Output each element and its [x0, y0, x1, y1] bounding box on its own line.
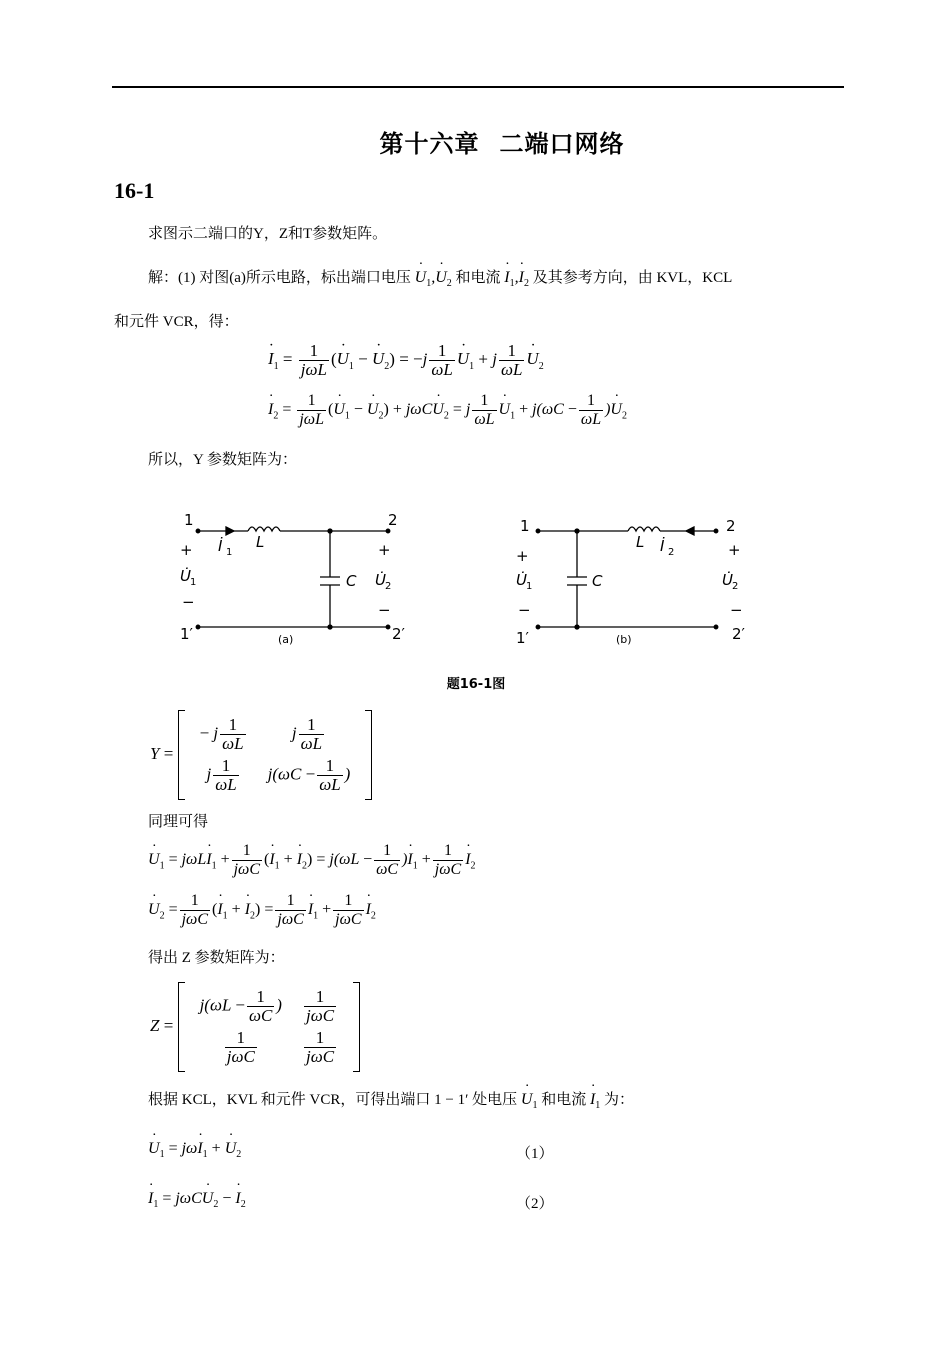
- plus-u2-b: +: [728, 541, 741, 559]
- node-1p-label-a: 1′: [180, 625, 193, 643]
- minus-u2-b: −: [730, 601, 743, 619]
- equation-2-number: （2）: [516, 1196, 554, 1212]
- equation-i2: I $˙_2$ = $\frac{1}{\text{jωL}}$ (U $˙_1 - U$ $˙_2) + j\omega CU$ $˙_2 = j$ $\frac{1}{\omega L}$ U $˙_1 + j(\omega C$ − $\frac{1}{\omega L}$ )U $˙_2$: [268, 392, 627, 429]
- svg-text:1: 1: [526, 581, 533, 592]
- kcl-intro-text-d: 为：: [604, 1092, 635, 1108]
- current-arrow-i1: [226, 527, 234, 535]
- figure-a-label: (a): [278, 633, 294, 646]
- capacitor-b-label: C: [592, 572, 603, 590]
- svg-text:U̇: U̇: [516, 571, 527, 589]
- same-way-text: 同理可得: [148, 814, 209, 830]
- minus-u1-a: −: [182, 593, 195, 611]
- y-matrix: Y = − j $\frac{1}{\omega L}$ j $\frac{1}{\omega L}$ j $\frac{1}{\omega L}$ j(ωC − $\frac{1}{\omega L}$ ): [150, 710, 372, 800]
- node-2p-label-b: 2′: [732, 625, 745, 643]
- kcl-port-label: 1 − 1′: [434, 1092, 469, 1108]
- plus-u1-b: +: [516, 547, 529, 565]
- node-2-label-a: 2: [388, 511, 398, 529]
- equation-1: U $˙_1 = j\omega I$ $˙_1 + U$ $˙_2$: [148, 1140, 241, 1160]
- equation-u1: U $˙_1 = j\omega LI$ $˙_1$ + $\frac{1}{\text{jωC}}$ (I $˙_1 + I$ $˙_2) = j(\omega L$ − $\frac{1}{\omega C}$ )I $˙_1$ + $\frac{1}{\text{jωC}}$ I $˙_2$: [148, 842, 476, 879]
- svg-text:1: 1: [226, 547, 233, 558]
- kcl-intro: 根据 KCL，KVL 和元件 VCR，可得出端口 1 − 1′ 处电压 U $˙_1$ 和电流 I $˙_1$ 为：: [148, 1090, 634, 1116]
- figure-caption: 题16-1图: [446, 677, 506, 692]
- z-matrix-intro: 得出 Z 参数矩阵为：: [148, 950, 285, 966]
- inductor-a-label: L: [256, 533, 265, 551]
- chapter-title: [0, 124, 952, 159]
- svg-text:İ: İ: [660, 537, 665, 555]
- chapter-name: 二端口网络: [499, 132, 625, 158]
- circuit-a: [196, 527, 390, 629]
- inductor-b: [628, 527, 660, 531]
- equation-2: I $˙_1 = j\omega CU$ $˙_2 - I$ $˙_2$: [148, 1190, 246, 1210]
- solution-intro-line2: 和元件 VCR，得：: [114, 314, 239, 330]
- solution-intro-text-b: 和电流: [455, 270, 501, 286]
- problem-statement: 求图示二端口的Y，Z和T参数矩阵。: [148, 226, 388, 242]
- minus-u1-b: −: [518, 601, 531, 619]
- node-2p-label-a: 2′: [392, 625, 405, 643]
- equation-i1: I $˙_1$ = $\frac{1}{\text{jωL}}$ (U $˙_1 - U$ $˙_2) = -j$ $\frac{1}{\omega L}$ U $˙_1 + j$ $\frac{1}{\omega L}$ U $˙_2$: [268, 342, 544, 379]
- inductor-b-label: L: [636, 533, 645, 551]
- svg-text:U̇: U̇: [180, 567, 191, 585]
- svg-text:U̇: U̇: [722, 571, 733, 589]
- node-2-label-b: 2: [726, 517, 736, 535]
- y-matrix-intro: 所以，Y 参数矩阵为：: [148, 452, 298, 468]
- header-rule: [112, 86, 844, 88]
- plus-u1-a: +: [180, 541, 193, 559]
- node-1-label-b: 1: [520, 517, 530, 535]
- capacitor-a-label: C: [346, 572, 357, 590]
- kcl-intro-text-b: 处电压: [472, 1092, 518, 1108]
- solution-intro-line1: 解：(1) 对图(a)所示电路，标出端口电压 U $˙_1,U$ $˙_2$ 和电流 I $˙_1,I$ $˙_2$ 及其参考方向，由 KVL，KCL: [148, 268, 732, 294]
- svg-text:2: 2: [732, 581, 739, 592]
- circuit-b: [536, 527, 718, 629]
- node-1p-label-b: 1′: [516, 629, 529, 647]
- svg-text:2: 2: [668, 547, 675, 558]
- svg-text:1: 1: [190, 577, 197, 588]
- solution-intro-text-a: 解：(1) 对图(a)所示电路，标出端口电压: [148, 270, 411, 286]
- plus-u2-a: +: [378, 541, 391, 559]
- minus-u2-a: −: [378, 601, 391, 619]
- svg-text:2: 2: [385, 581, 392, 592]
- section-number: 16-1: [114, 178, 155, 203]
- current-arrow-i2: [686, 527, 694, 535]
- inductor-a: [248, 527, 280, 531]
- svg-text:İ: İ: [218, 537, 223, 555]
- svg-text:U̇: U̇: [375, 571, 386, 589]
- circuit-figure: [160, 505, 760, 655]
- kcl-intro-text-a: 根据 KCL，KVL 和元件 VCR，可得出端口: [148, 1092, 431, 1108]
- z-matrix: Z = j(ωL − $\frac{1}{\omega C}$ ) $\frac{1}{\text{jωC}}$ $\frac{1}{\text{jωC}}$ $\frac{1}{\text{jωC}}$: [150, 982, 360, 1072]
- solution-intro-text-c: 及其参考方向，由 KVL，KCL: [532, 270, 733, 286]
- equation-1-number: （1）: [516, 1146, 554, 1162]
- kcl-intro-text-c: 和电流: [541, 1092, 587, 1108]
- node-1-label-a: 1: [184, 511, 194, 529]
- figure-b-label: (b): [616, 633, 632, 646]
- chapter-prefix: 第十六章: [379, 132, 480, 158]
- equation-u2: U $˙_2$ = $\frac{1}{\text{jωC}}$ (I $˙_1 + I$ $˙_2$) = $\frac{1}{\text{jωC}}$ I $˙_1$ + $\frac{1}{\text{jωC}}$ I $˙_2$: [148, 892, 376, 929]
